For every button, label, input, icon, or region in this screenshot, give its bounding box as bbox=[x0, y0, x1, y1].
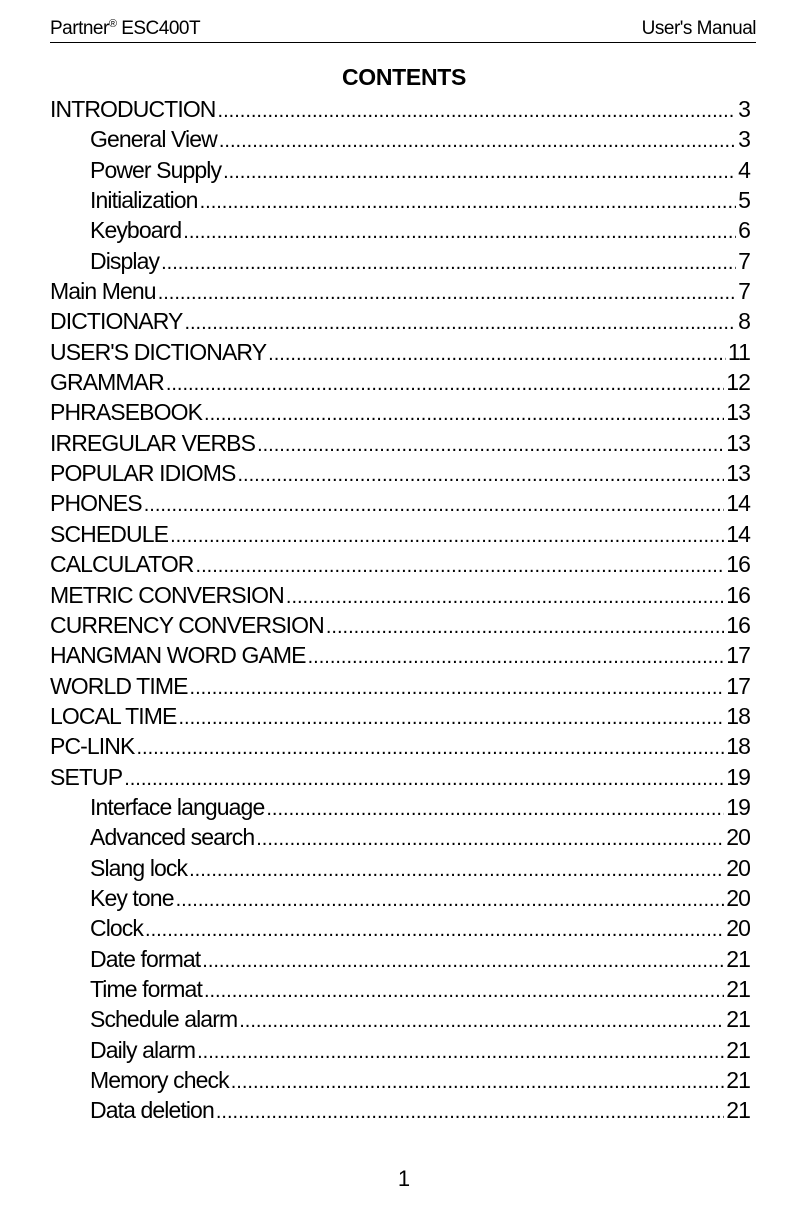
toc-leader-dots bbox=[204, 399, 724, 429]
header-model: ESC400T bbox=[116, 18, 201, 39]
toc-entry-label: GRAMMAR bbox=[50, 369, 164, 396]
toc-entry[interactable] bbox=[50, 367, 750, 397]
toc-entry-label: Key tone bbox=[90, 884, 174, 911]
toc-entry-page: 13 bbox=[726, 460, 750, 487]
toc-entry-page: 8 bbox=[738, 308, 750, 335]
toc-entry-label: Keyboard bbox=[90, 217, 182, 244]
registered-mark: ® bbox=[108, 18, 117, 30]
toc-entry[interactable] bbox=[50, 974, 750, 1004]
toc-entry-label: CURRENCY CONVERSION bbox=[50, 611, 324, 638]
toc-entry[interactable] bbox=[50, 640, 750, 670]
toc-entry-page: 6 bbox=[738, 217, 750, 244]
toc-entry-page: 12 bbox=[726, 369, 750, 396]
toc-entry-label: Time format bbox=[90, 975, 202, 1002]
toc-entry-page: 16 bbox=[726, 581, 750, 608]
toc-entry-label: Power Supply bbox=[90, 156, 222, 183]
toc-entry-page: 7 bbox=[738, 247, 750, 274]
toc-entry[interactable] bbox=[50, 215, 750, 245]
toc-entry[interactable] bbox=[50, 610, 750, 640]
toc-leader-dots bbox=[189, 855, 724, 885]
toc-leader-dots bbox=[216, 1097, 724, 1127]
toc-entry[interactable] bbox=[50, 1035, 750, 1065]
toc-entry[interactable] bbox=[50, 762, 750, 792]
toc-leader-dots bbox=[179, 703, 725, 733]
page-number: 1 bbox=[397, 1166, 411, 1191]
toc-entry-label: METRIC CONVERSION bbox=[50, 581, 284, 608]
toc-entry-page: 3 bbox=[738, 96, 750, 122]
toc-entry-label: USER'S DICTIONARY bbox=[50, 338, 267, 365]
toc-entry[interactable] bbox=[50, 124, 750, 154]
toc-entry-page: 7 bbox=[738, 278, 750, 305]
toc-entry-label: Advanced search bbox=[90, 824, 255, 851]
toc-entry-page: 21 bbox=[726, 945, 750, 972]
toc-leader-dots bbox=[190, 673, 725, 703]
toc-entry-page: 20 bbox=[726, 884, 750, 911]
toc-entry[interactable] bbox=[50, 944, 750, 974]
toc-entry-page: 11 bbox=[727, 338, 750, 365]
toc-entry-page: 17 bbox=[726, 672, 750, 699]
toc-entry-label: PC-LINK bbox=[50, 733, 135, 760]
header-manual-title: User's Manual bbox=[641, 18, 756, 39]
toc-entry[interactable] bbox=[50, 488, 750, 518]
toc-entry[interactable] bbox=[50, 519, 750, 549]
toc-leader-dots bbox=[136, 733, 724, 763]
toc-entry[interactable] bbox=[50, 792, 750, 822]
toc-entry[interactable] bbox=[50, 853, 750, 883]
toc-entry[interactable] bbox=[50, 94, 750, 124]
toc-entry[interactable] bbox=[50, 701, 750, 731]
toc-entry[interactable] bbox=[50, 1065, 750, 1095]
toc-leader-dots bbox=[124, 764, 724, 794]
toc-entry[interactable] bbox=[50, 428, 750, 458]
toc-entry-label: SCHEDULE bbox=[50, 520, 169, 547]
toc-entry[interactable] bbox=[50, 458, 750, 488]
toc-leader-dots bbox=[239, 1006, 724, 1036]
toc-entry-label: Slang lock bbox=[90, 854, 188, 881]
toc-entry-label: Interface language bbox=[90, 793, 265, 820]
toc-leader-dots bbox=[256, 824, 724, 854]
toc-entry-page: 14 bbox=[726, 490, 750, 517]
toc-entry[interactable] bbox=[50, 822, 750, 852]
toc-leader-dots bbox=[158, 278, 736, 308]
toc-leader-dots bbox=[231, 1067, 724, 1097]
toc-entry-page: 16 bbox=[726, 611, 750, 638]
toc-entry-page: 14 bbox=[726, 520, 750, 547]
toc-leader-dots bbox=[204, 976, 724, 1006]
toc-leader-dots bbox=[176, 885, 725, 915]
toc-leader-dots bbox=[202, 946, 724, 976]
toc-entry-page: 17 bbox=[726, 642, 750, 669]
toc-entry-label: Date format bbox=[90, 945, 201, 972]
toc-entry-page: 3 bbox=[738, 126, 750, 153]
toc-entry-label: IRREGULAR VERBS bbox=[50, 429, 256, 456]
toc-leader-dots bbox=[183, 217, 736, 247]
toc-entry-label: PHRASEBOOK bbox=[50, 399, 203, 426]
toc-entry-page: 21 bbox=[726, 1097, 750, 1124]
toc-leader-dots bbox=[200, 187, 737, 217]
toc-entry-page: 20 bbox=[726, 854, 750, 881]
toc-leader-dots bbox=[197, 1037, 724, 1067]
toc-entry-page: 16 bbox=[726, 551, 750, 578]
toc-entry-label: Data deletion bbox=[90, 1097, 214, 1124]
table-of-contents bbox=[50, 94, 750, 1126]
header-brand: Partner bbox=[50, 18, 109, 39]
toc-entry-page: 20 bbox=[726, 915, 750, 942]
toc-entry-label: DICTIONARY bbox=[50, 308, 183, 335]
toc-leader-dots bbox=[170, 521, 724, 551]
toc-entry[interactable] bbox=[50, 185, 750, 215]
toc-entry[interactable] bbox=[50, 671, 750, 701]
toc-entry-label: LOCAL TIME bbox=[50, 702, 177, 729]
toc-entry[interactable] bbox=[50, 913, 750, 943]
toc-entry-page: 21 bbox=[726, 1036, 750, 1063]
header-product bbox=[50, 18, 200, 40]
toc-entry[interactable] bbox=[50, 580, 750, 610]
toc-leader-dots bbox=[219, 126, 736, 156]
toc-leader-dots bbox=[161, 248, 736, 278]
toc-entry-label: Daily alarm bbox=[90, 1036, 196, 1063]
toc-entry-label: Display bbox=[90, 247, 160, 274]
toc-entry-page: 19 bbox=[726, 793, 750, 820]
toc-entry-label: SETUP bbox=[50, 763, 123, 790]
toc-entry-label: Schedule alarm bbox=[90, 1006, 238, 1033]
toc-entry-label: CALCULATOR bbox=[50, 551, 194, 578]
toc-entry-page: 21 bbox=[726, 1067, 750, 1093]
toc-entry-label: POPULAR IDIOMS bbox=[50, 460, 236, 487]
toc-entry[interactable] bbox=[50, 306, 750, 336]
toc-leader-dots bbox=[145, 915, 724, 945]
toc-entry-page: 20 bbox=[726, 824, 750, 851]
toc-entry-page: 13 bbox=[726, 399, 750, 426]
toc-leader-dots bbox=[308, 642, 725, 672]
toc-entry[interactable] bbox=[50, 246, 750, 276]
toc-leader-dots bbox=[286, 582, 724, 612]
toc-entry-label: INTRODUCTION bbox=[50, 96, 216, 122]
page-header bbox=[50, 18, 756, 43]
toc-leader-dots bbox=[238, 460, 725, 490]
toc-leader-dots bbox=[257, 430, 724, 460]
toc-leader-dots bbox=[166, 369, 724, 399]
toc-leader-dots bbox=[223, 157, 736, 187]
toc-entry[interactable] bbox=[50, 337, 750, 367]
toc-entry-page: 18 bbox=[726, 702, 750, 729]
page-title: CONTENTS bbox=[341, 64, 467, 90]
toc-entry-page: 5 bbox=[738, 187, 750, 214]
toc-leader-dots bbox=[218, 96, 737, 126]
toc-entry-page: 4 bbox=[738, 156, 750, 183]
toc-entry-label: PHONES bbox=[50, 490, 142, 517]
toc-leader-dots bbox=[196, 551, 725, 581]
toc-entry-label: Initialization bbox=[90, 187, 198, 214]
toc-entry[interactable] bbox=[50, 276, 750, 306]
toc-entry-label: Main Menu bbox=[50, 278, 156, 305]
toc-entry-page: 21 bbox=[726, 975, 750, 1002]
toc-entry[interactable] bbox=[50, 883, 750, 913]
toc-entry-page: 18 bbox=[726, 733, 750, 760]
toc-entry[interactable] bbox=[50, 1004, 750, 1034]
toc-leader-dots bbox=[326, 612, 724, 642]
toc-entry[interactable] bbox=[50, 549, 750, 579]
toc-leader-dots bbox=[268, 339, 726, 369]
toc-entry[interactable] bbox=[50, 155, 750, 185]
toc-entry[interactable] bbox=[50, 397, 750, 427]
toc-entry-label: Memory check bbox=[90, 1067, 229, 1093]
toc-entry-page: 19 bbox=[726, 763, 750, 790]
toc-entry-label: Clock bbox=[90, 915, 144, 942]
toc-entry-page: 21 bbox=[726, 1006, 750, 1033]
toc-entry[interactable] bbox=[50, 731, 750, 761]
toc-leader-dots bbox=[144, 490, 724, 520]
toc-entry-label: General View bbox=[90, 126, 217, 153]
toc-entry-label: WORLD TIME bbox=[50, 672, 188, 699]
toc-entry-page: 13 bbox=[726, 429, 750, 456]
toc-entry-label: HANGMAN WORD GAME bbox=[50, 642, 306, 669]
toc-leader-dots bbox=[184, 308, 736, 338]
toc-entry[interactable] bbox=[50, 1095, 750, 1125]
toc-leader-dots bbox=[266, 794, 724, 824]
